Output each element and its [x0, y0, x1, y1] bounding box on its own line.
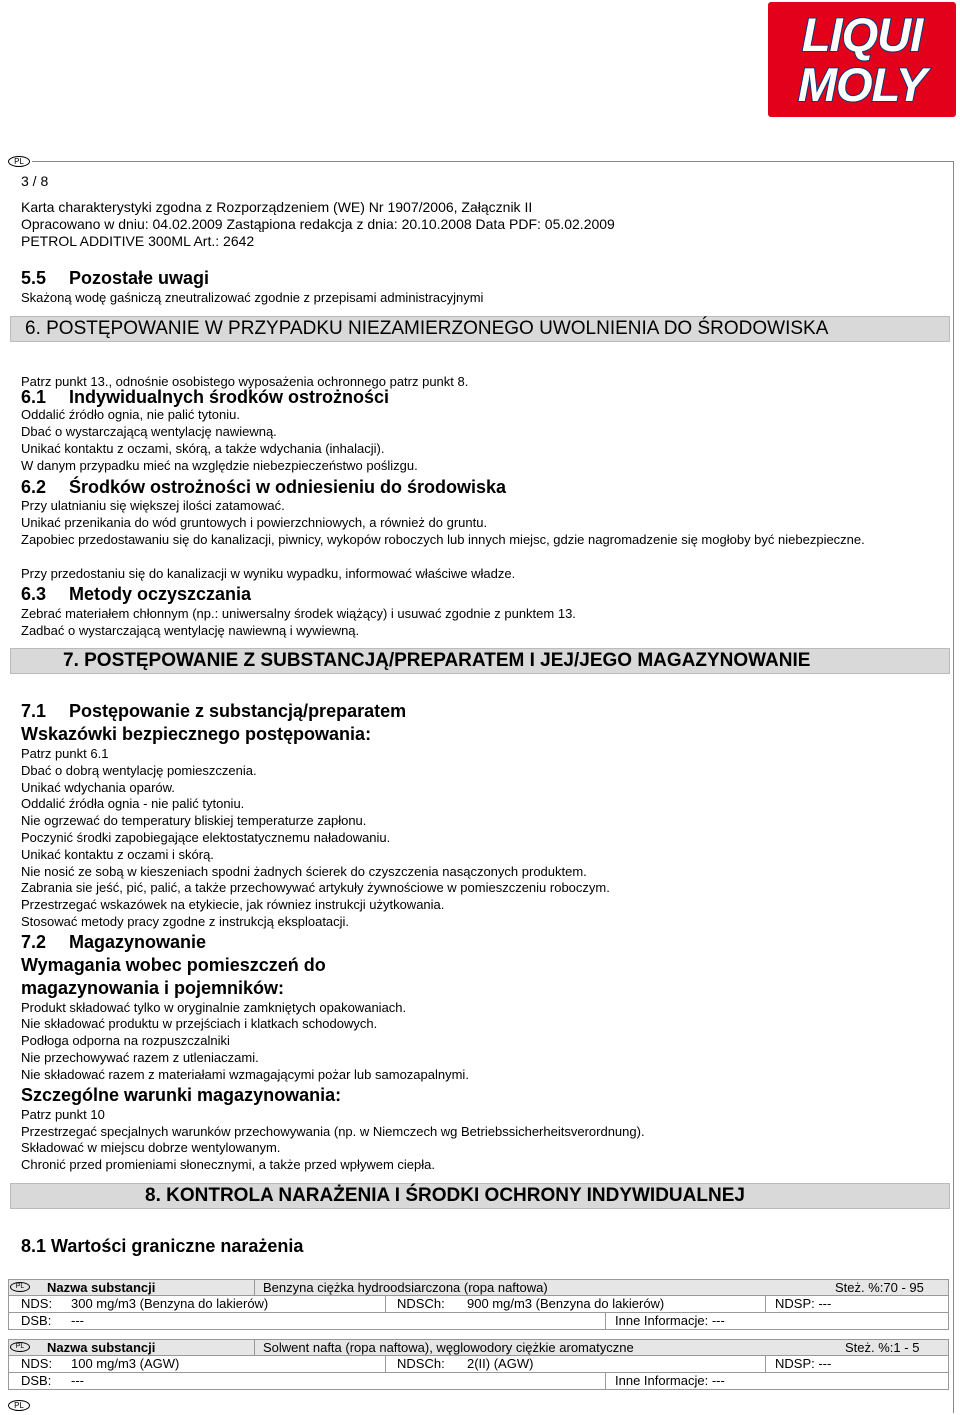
s6-1-line: Unikać kontaktu z oczami, skórą, a także wdychania (inhalacji). — [21, 441, 385, 456]
s6-2-line: Unikać przenikania do wód gruntowych i powierzchniowych, a również do gruntu. — [21, 515, 488, 530]
dsb-label: DSB: — [21, 1373, 52, 1388]
table-row — [8, 1339, 949, 1356]
s7-1-line: Unikać kontaktu z oczami i skórą. — [21, 847, 214, 862]
substance-label: Nazwa substancji — [47, 1280, 156, 1295]
header-product: PETROL ADDITIVE 300ML Art.: 2642 — [21, 233, 255, 249]
divider — [605, 1313, 606, 1329]
section-5-5-heading — [21, 268, 209, 288]
s7-1-line: Dbać o dobrą wentylację pomieszczenia. — [21, 763, 257, 778]
s7-2-line: Nie przechowywać razem z utleniaczami. — [21, 1050, 259, 1065]
logo-line-1: LIQUI — [801, 7, 923, 61]
section-7-1-subheading: Wskazówki bezpiecznego postępowania: — [21, 724, 372, 744]
ndsch-label: NDSCh: — [397, 1356, 445, 1371]
section-number: 7.1 — [21, 701, 47, 721]
substance-label: Nazwa substancji — [47, 1340, 156, 1355]
table-row — [8, 1356, 949, 1373]
exposure-table-2 — [8, 1339, 949, 1390]
section-8-1-heading: 8.1 Wartości graniczne narażenia — [21, 1236, 304, 1256]
section-title: Metody oczyszczania — [69, 584, 252, 604]
s6-1-line: W danym przypadku mieć na względzie niebezpieczeństwo poślizgu. — [21, 458, 418, 473]
s7-1-line: Unikać wdychania oparów. — [21, 780, 175, 795]
pl-language-badge: PL — [8, 156, 30, 167]
section-title: Pozostałe uwagi — [69, 268, 210, 288]
section-8-band: 8. KONTROLA NARAŻENIA I ŚRODKI OCHRONY INDYWIDUALNEJ — [10, 1183, 950, 1209]
ndsp-value: NDSP: --- — [775, 1296, 832, 1311]
section-6-1-heading — [21, 387, 389, 407]
s7-1-line: Poczynić środki zapobiegające elektostatycznemu naładowaniu. — [21, 830, 391, 845]
section-6-intro: Patrz punkt 13., odnośnie osobistego wyposażenia ochronnego patrz punkt 8. — [21, 374, 469, 389]
s7-3-line: Składować w miejscu dobrze wentylowanym. — [21, 1140, 281, 1155]
section-number: 5.5 — [21, 268, 47, 288]
s7-2-line: Produkt składować tylko w oryginalnie zamkniętych opakowaniach. — [21, 1000, 407, 1015]
ndsch-value: 900 mg/m3 (Benzyna do lakierów) — [467, 1296, 665, 1311]
s7-2-line: Podłoga odporna na rozpuszczalniki — [21, 1033, 230, 1048]
section-6-band: 6. POSTĘPOWANIE W PRZYPADKU NIEZAMIERZONEGO UWOLNIENIA DO ŚRODOWISKA — [10, 316, 950, 342]
s7-1-line: Nie nosić ze sobą w kieszeniach spodni żadnych ścierek do czyszczenia nasączonych produktem. — [21, 864, 587, 879]
section-7-3-subheading: Szczególne warunki magazynowania: — [21, 1085, 342, 1105]
liqui-moly-logo — [768, 2, 956, 117]
section-7-2-subheading-2: magazynowania i pojemników: — [21, 978, 285, 998]
section-number: 7.2 — [21, 932, 47, 952]
substance-name: Solwent nafta (ropa naftowa), węglowodory ciężkie aromatyczne — [263, 1340, 634, 1355]
s6-2-line: Przy przedostaniu się do kanalizacji w wyniku wypadku, informować właściwe władze. — [21, 566, 516, 581]
ndsch-value: 2(II) (AGW) — [467, 1356, 534, 1371]
table-row — [8, 1296, 949, 1313]
table-row — [8, 1373, 949, 1390]
s7-1-line: Nie ogrzewać do temperatury bliskiej temperaturze zapłonu. — [21, 813, 367, 828]
dsb-value: --- — [71, 1373, 84, 1388]
section-number: 6.3 — [21, 584, 47, 604]
concentration: Steż. %:1 - 5 — [845, 1340, 920, 1355]
divider — [765, 1296, 766, 1312]
dsb-value: --- — [71, 1313, 84, 1328]
s7-2-line: Nie składować razem z materiałami wzmagającymi pożar lub samozapalnymi. — [21, 1067, 469, 1082]
header-regulation: Karta charakterystyki zgodna z Rozporządzeniem (WE) Nr 1907/2006, Załącznik II — [21, 199, 533, 215]
pl-language-badge: PL — [8, 1400, 30, 1411]
other-info: Inne Informacje: --- — [615, 1373, 725, 1388]
s6-1-line: Dbać o wystarczającą wentylację nawiewną. — [21, 424, 277, 439]
section-7-2-heading — [21, 932, 206, 952]
s7-1-line: Patrz punkt 6.1 — [21, 746, 109, 761]
divider — [385, 1296, 386, 1312]
s7-1-line: Stosować metody pracy zgodne z instrukcją eksploatacji. — [21, 914, 350, 929]
divider — [385, 1356, 386, 1372]
section-number: 6.2 — [21, 477, 47, 497]
s6-2-line: Przy ulatnianiu się większej ilości zatamować. — [21, 498, 285, 513]
s6-3-line: Zadbać o wystarczającą wentylację nawiewną i wywiewną. — [21, 623, 360, 638]
nds-label: NDS: — [21, 1356, 53, 1371]
pl-language-badge: PL — [10, 1282, 30, 1292]
divider — [254, 1280, 255, 1295]
page-number: 3 / 8 — [21, 173, 49, 189]
section-title: Magazynowanie — [69, 932, 207, 952]
concentration: Steż. %:70 - 95 — [835, 1280, 924, 1295]
section-title: Środków ostrożności w odniesieniu do środowiska — [69, 477, 507, 497]
ndsp-value: NDSP: --- — [775, 1356, 832, 1371]
s7-1-line: Oddalić źródła ognia - nie palić tytoniu. — [21, 796, 245, 811]
divider — [254, 1340, 255, 1355]
page-right-rule — [953, 161, 954, 1413]
divider — [765, 1356, 766, 1372]
exposure-table-1 — [8, 1279, 949, 1330]
s6-2-line: Zapobiec przedostawaniu się do kanalizacji, piwnicy, wykopów roboczych lub innych miejsc, gdzie nagromadzenie się mogłoby być niebezpieczne. — [21, 532, 865, 547]
section-6-2-heading — [21, 477, 506, 497]
section-title: Postępowanie z substancją/preparatem — [69, 701, 407, 721]
nds-value: 100 mg/m3 (AGW) — [71, 1356, 180, 1371]
section-number: 6.1 — [21, 387, 47, 407]
section-6-3-heading — [21, 584, 251, 604]
table-row — [8, 1313, 949, 1330]
section-title: Indywidualnych środków ostrożności — [69, 387, 390, 407]
section-5-5-text: Skażoną wodę gaśniczą zneutralizować zgodnie z przepisami administracyjnymi — [21, 290, 484, 305]
nds-label: NDS: — [21, 1296, 53, 1311]
s7-2-line: Nie składować produktu w przejściach i klatkach schodowych. — [21, 1016, 378, 1031]
s7-3-line: Chronić przed promieniami słonecznymi, a także przed wpływem ciepła. — [21, 1157, 436, 1172]
s7-3-line: Przestrzegać specjalnych warunków przechowywania (np. w Niemczech wg Betriebssicherheitsverordnung). — [21, 1124, 645, 1139]
s7-1-line: Przestrzegać wskazówek na etykiecie, jak równiez instrukcji użytkowania. — [21, 897, 445, 912]
other-info: Inne Informacje: --- — [615, 1313, 725, 1328]
dsb-label: DSB: — [21, 1313, 52, 1328]
section-7-band: 7. POSTĘPOWANIE Z SUBSTANCJĄ/PREPARATEM I JEJ/JEGO MAGAZYNOWANIE — [10, 648, 950, 674]
substance-name: Benzyna ciężka hydroodsiarczona (ropa naftowa) — [263, 1280, 548, 1295]
logo-line-2: MOLY — [797, 57, 927, 111]
ndsch-label: NDSCh: — [397, 1296, 445, 1311]
s6-3-line: Zebrać materiałem chłonnym (np.: uniwersalny środek wiążący) i usuwać zgodnie z punktem 13. — [21, 606, 576, 621]
header-rule — [32, 161, 954, 162]
s7-3-line: Patrz punkt 10 — [21, 1107, 105, 1122]
section-7-2-subheading-1: Wymagania wobec pomieszczeń do — [21, 955, 326, 975]
s6-1-line: Oddalić źródło ognia, nie palić tytoniu. — [21, 407, 240, 422]
divider — [605, 1373, 606, 1389]
pl-language-badge: PL — [10, 1342, 30, 1352]
s7-1-line: Zabrania sie jeść, pić, palić, a także przechowywać artykuły żywnościowe w pomieszczeniu roboczym. — [21, 880, 610, 895]
nds-value: 300 mg/m3 (Benzyna do lakierów) — [71, 1296, 269, 1311]
section-7-1-heading — [21, 701, 406, 721]
header-dates: Opracowano w dniu: 04.02.2009 Zastąpiona redakcja z dnia: 20.10.2008 Data PDF: 05.02.2009 — [21, 216, 615, 232]
table-row — [8, 1279, 949, 1296]
